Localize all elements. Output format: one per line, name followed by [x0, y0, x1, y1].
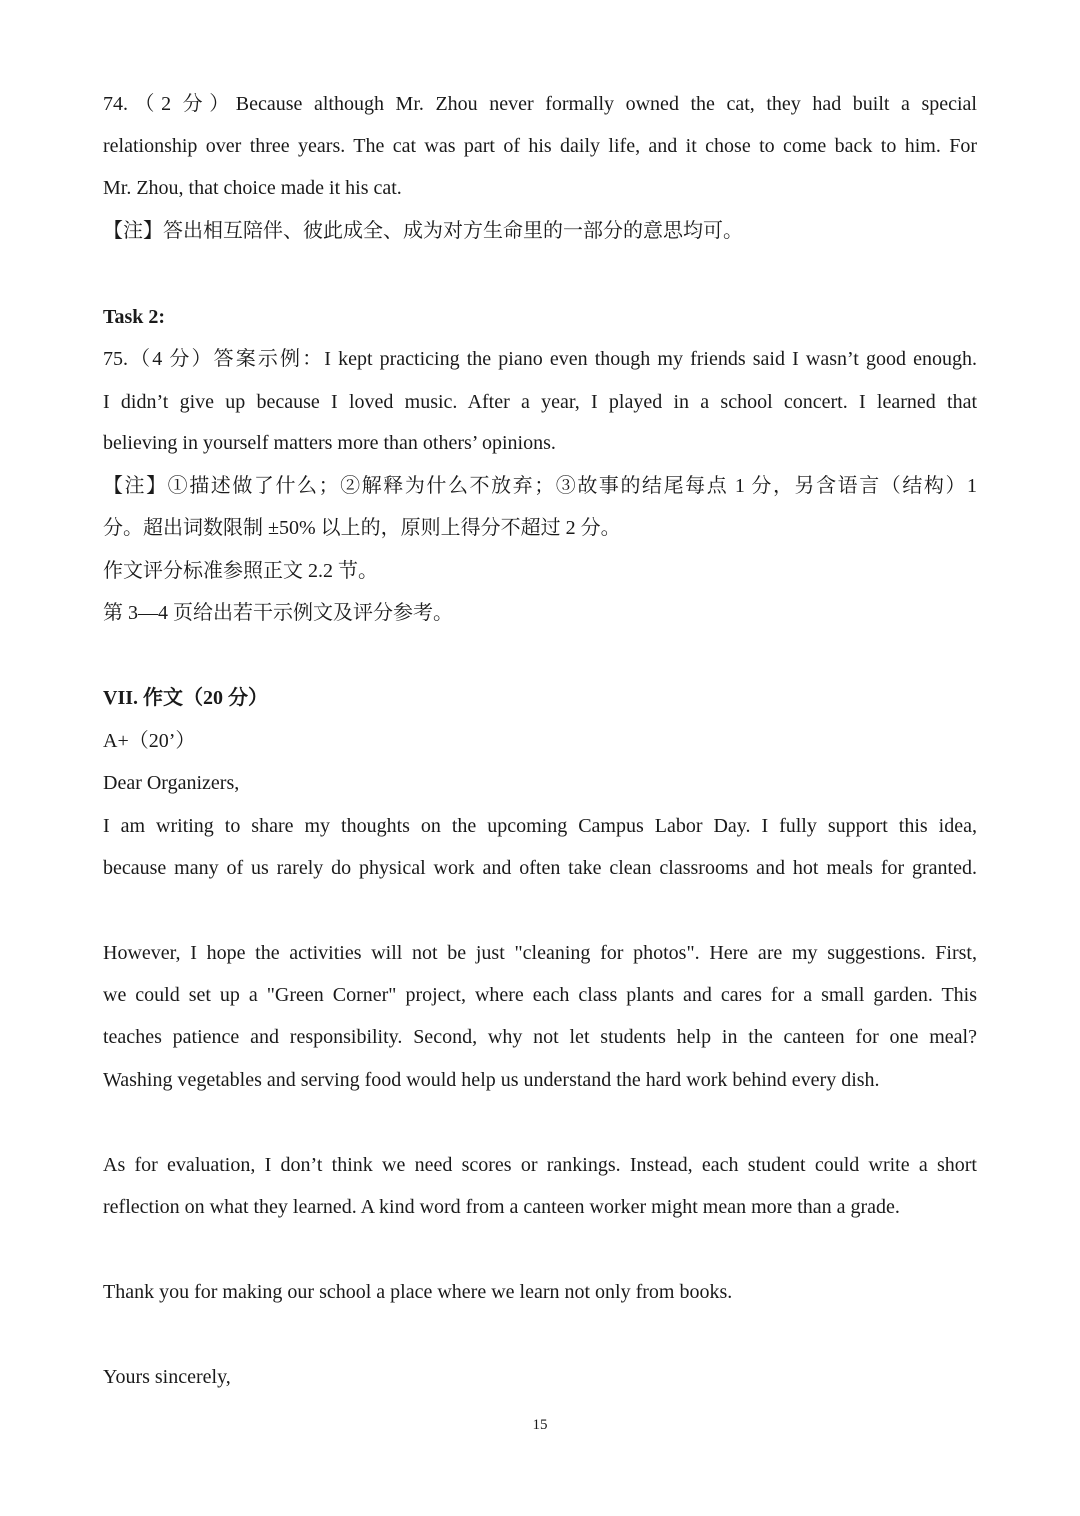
- essay-paragraph-4-line-1: Thank you for making our school a place where we learn not only from books.: [103, 1281, 733, 1303]
- q75-line-2: I didn’t give up because I loved music. After a year, I played in a school concert. I learned that: [103, 391, 977, 413]
- essay-paragraph-1-line-1: I am writing to share my thoughts on the upcoming Campus Labor Day. I fully support this idea,: [103, 815, 977, 837]
- essay-paragraph-1-line-2: because many of us rarely do physical work and often take clean classrooms and hot meals for granted.: [103, 857, 977, 879]
- page-number: 15: [532, 1417, 548, 1433]
- essay-paragraph-3-line-1: As for evaluation, I don’t think we need scores or rankings. Instead, each student could write a short: [103, 1154, 977, 1176]
- essay-closing: Yours sincerely,: [103, 1366, 231, 1388]
- sample-essays-reference-line: 第 3—4 页给出若干示例文及评分参考。: [103, 602, 453, 624]
- section-vii-heading: VII. 作文（20 分）: [103, 687, 269, 709]
- q75-line-1: 75.（4 分）答案示例：I kept practicing the piano even though my friends said I wasn’t good enough.: [103, 348, 977, 370]
- essay-paragraph-2-line-3: teaches patience and responsibility. Second, why not let students help in the canteen for one meal?: [103, 1026, 977, 1048]
- task2-heading: Task 2:: [103, 306, 166, 328]
- scoring-reference-line: 作文评分标准参照正文 2.2 节。: [103, 560, 378, 582]
- q74-note: 【注】答出相互陪伴、彼此成全、成为对方生命里的一部分的意思均可。: [103, 220, 743, 242]
- q75-note-line-1: 【注】①描述做了什么；②解释为什么不放弃；③故事的结尾每点 1 分，另含语言（结构）1: [103, 475, 977, 497]
- q75-note-line-2: 分。超出词数限制 ±50% 以上的，原则上得分不超过 2 分。: [103, 517, 621, 539]
- q74-line-3: Mr. Zhou, that choice made it his cat.: [103, 177, 402, 199]
- essay-salutation: Dear Organizers,: [103, 772, 240, 794]
- essay-paragraph-2-line-2: we could set up a "Green Corner" project, where each class plants and cares for a small garden. This: [103, 984, 977, 1006]
- q75-line-3: believing in yourself matters more than others’ opinions.: [103, 432, 556, 454]
- essay-paragraph-2-line-1: However, I hope the activities will not be just "cleaning for photos". Here are my suggestions. First,: [103, 942, 977, 964]
- essay-grade: A+（20’）: [103, 730, 196, 752]
- essay-paragraph-3-line-2: reflection on what they learned. A kind word from a canteen worker might mean more than a grade.: [103, 1196, 900, 1218]
- q74-line-1: 74.（2 分）Because although Mr. Zhou never formally owned the cat, they had built a special: [103, 93, 977, 115]
- essay-paragraph-2-line-4: Washing vegetables and serving food would help us understand the hard work behind every dish.: [103, 1069, 880, 1091]
- q74-line-2: relationship over three years. The cat was part of his daily life, and it chose to come back to him. For: [103, 135, 977, 157]
